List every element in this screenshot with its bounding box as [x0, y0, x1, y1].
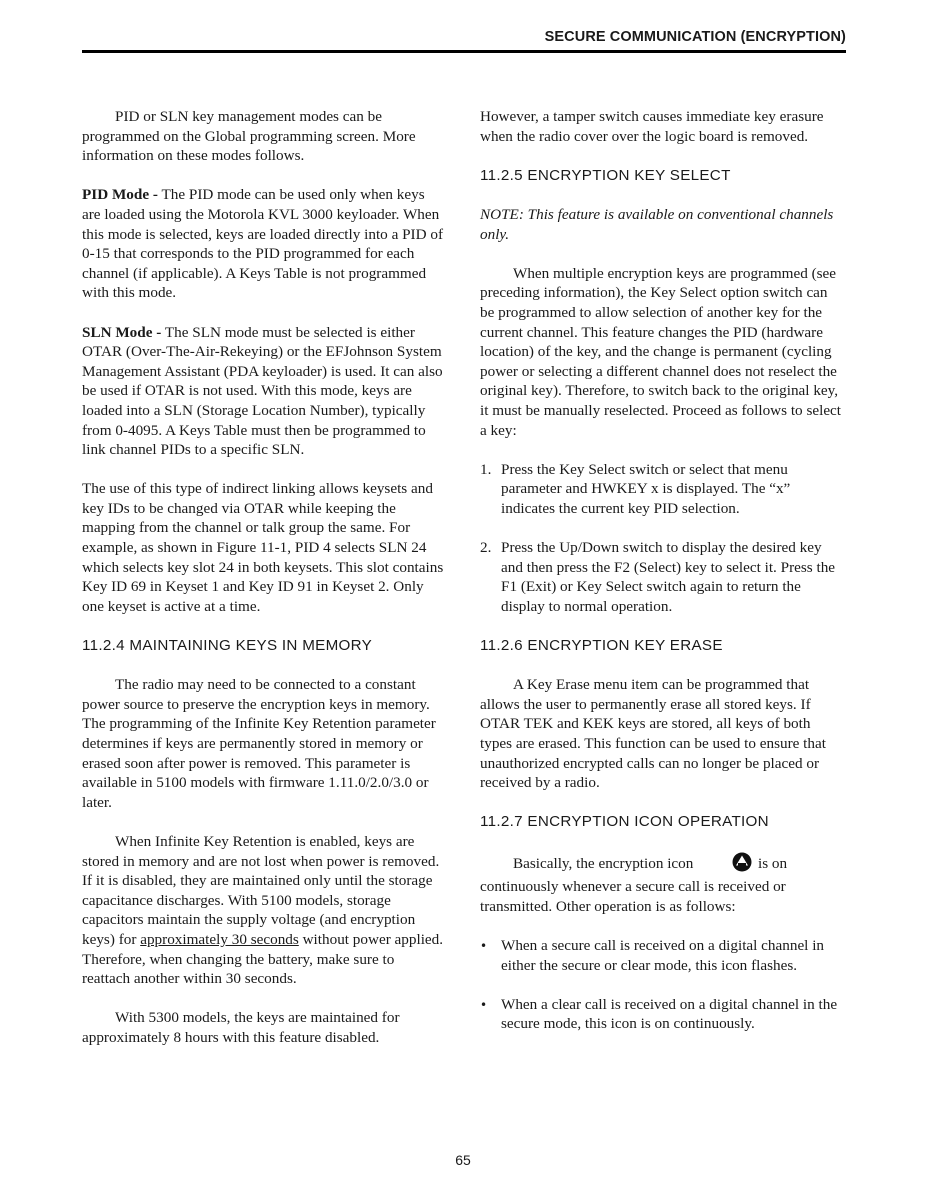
- running-header: SECURE COMMUNICATION (ENCRYPTION): [544, 29, 846, 45]
- paragraph: However, a tamper switch causes immediate key erasure when the radio cover over the logic board is removed.: [480, 108, 824, 145]
- list-item: [480, 460, 844, 519]
- header-rule: [82, 50, 846, 53]
- bullet-item: [480, 995, 844, 1034]
- pid-mode-lead: PID Mode -: [82, 186, 158, 204]
- list-number: 2.: [480, 539, 492, 557]
- sln-mode-text: The SLN mode must be selected is either OTAR (Over-The-Air-Rekeying) or the EFJohnson System Management Assistant (PDA keyloader) is used. It can also be used if OTAR is not used. With this mode, keys are loaded into a SLN (Storage Location Number), typically from 0-4095. A Keys Table must then be programmed to link channel PIDs to a specific SLN.: [82, 323, 443, 459]
- note: NOTE: This feature is available on conventional channels only.: [480, 205, 834, 243]
- bullet-item: [480, 936, 844, 975]
- section-heading-11-2-6: 11.2.6 ENCRYPTION KEY ERASE: [480, 637, 723, 655]
- list-number: 1.: [480, 460, 492, 478]
- section-heading-11-2-5: 11.2.5 ENCRYPTION KEY SELECT: [480, 166, 731, 184]
- bullet-text: When a secure call is received on a digital channel in either the secure or clear mode, this icon flashes.: [501, 936, 825, 974]
- text-run: Basically, the encryption icon: [513, 854, 698, 872]
- sln-mode-paragraph: [82, 323, 446, 460]
- text-run: is on continuously whenever a secure call is received or transmitted. Other operation is as follows:: [480, 854, 788, 915]
- left-column: [82, 107, 446, 1067]
- sln-mode-lead: SLN Mode -: [82, 323, 162, 341]
- paragraph: A Key Erase menu item can be programmed that allows the user to permanently erase all stored keys. If OTAR TEK and KEK keys are stored, all keys of both types are erased. This function can be used to ensure that unauthorized encrypted calls can no longer be placed or received by a radio.: [480, 676, 826, 792]
- retention-paragraph: [82, 832, 446, 989]
- bullet-text: When a clear call is received on a digital channel in the secure mode, this icon is on continuously.: [501, 995, 838, 1033]
- list-text: Press the Key Select switch or select that menu parameter and HWKEY x is displayed. The “x” indicates the current key PID selection.: [501, 460, 791, 517]
- page-number: 65: [455, 1152, 471, 1168]
- bullet-mark: •: [480, 938, 488, 953]
- text-run: When Infinite Key Retention is enabled, keys are stored in memory and are not lost when power is removed. If it is disabled, they are maintained only until the storage capacitance discharges. With 5100 models, storage capacitors maintain the supply voltage (and encryption keys) for: [82, 832, 440, 948]
- section-heading-11-2-7: 11.2.7 ENCRYPTION ICON OPERATION: [480, 813, 769, 831]
- pid-mode-text: The PID mode can be used only when keys are loaded using the Motorola KVL 3000 keyloader. When this mode is selected, keys are loaded directly into a PID of 0-15 that corresponds to the PID programmed for each channel (if applicable). A Keys Table is not programmed with this mode.: [82, 186, 444, 302]
- underlined-text: approximately 30 seconds: [140, 930, 299, 948]
- paragraph: The radio may need to be connected to a constant power source to preserve the encryption keys in memory. The programming of the Infinite Key Retention parameter determines if keys are permanently stored in memory or erased soon after power is removed. This parameter is available in 5100 models with firmware 1.11.0/2.0/3.0 or later.: [82, 676, 436, 811]
- bullet-mark: •: [480, 997, 488, 1012]
- pid-mode-paragraph: [82, 185, 446, 303]
- list-text: Press the Up/Down switch to display the desired key and then press the F2 (Select) key to select it. Press the F1 (Exit) or Key Select switch again to return the display to normal operation.: [501, 539, 836, 615]
- paragraph: The use of this type of indirect linking allows keysets and key IDs to be changed via OTAR while keeping the mapping from the channel or talk group the same. For example, as shown in Figure 11-1, PID 4 selects SLN 24 which selects key slot 24 in both keysets. This slot contains Key ID 69 in Keyset 1 and Key ID 91 in Keyset 2. Only one keyset is active at a time.: [82, 480, 444, 615]
- icon-paragraph: [480, 852, 844, 917]
- paragraph: PID or SLN key management modes can be programmed on the Global programming screen. More information on these modes follows.: [82, 108, 416, 165]
- paragraph: With 5300 models, the keys are maintained for approximately 8 hours with this feature disabled.: [82, 1009, 400, 1046]
- right-column: [480, 107, 844, 1054]
- section-heading-11-2-4: 11.2.4 MAINTAINING KEYS IN MEMORY: [82, 637, 373, 655]
- list-item: [480, 538, 844, 616]
- text-run: without power applied. Therefore, when changing the battery, make sure to reattach another within 30 seconds.: [82, 930, 444, 988]
- paragraph: When multiple encryption keys are programmed (see preceding information), the Key Select option switch can be programmed to allow selection of another key for the current channel. This feature changes the PID (hardware location) of the key, and the change is permanent (cycling power or selecting a different channel does not reselect the original key). Therefore, to switch back to the original key, it must be manually reselected. Proceed as follows to select a key:: [480, 264, 842, 439]
- encryption-icon: [699, 852, 752, 878]
